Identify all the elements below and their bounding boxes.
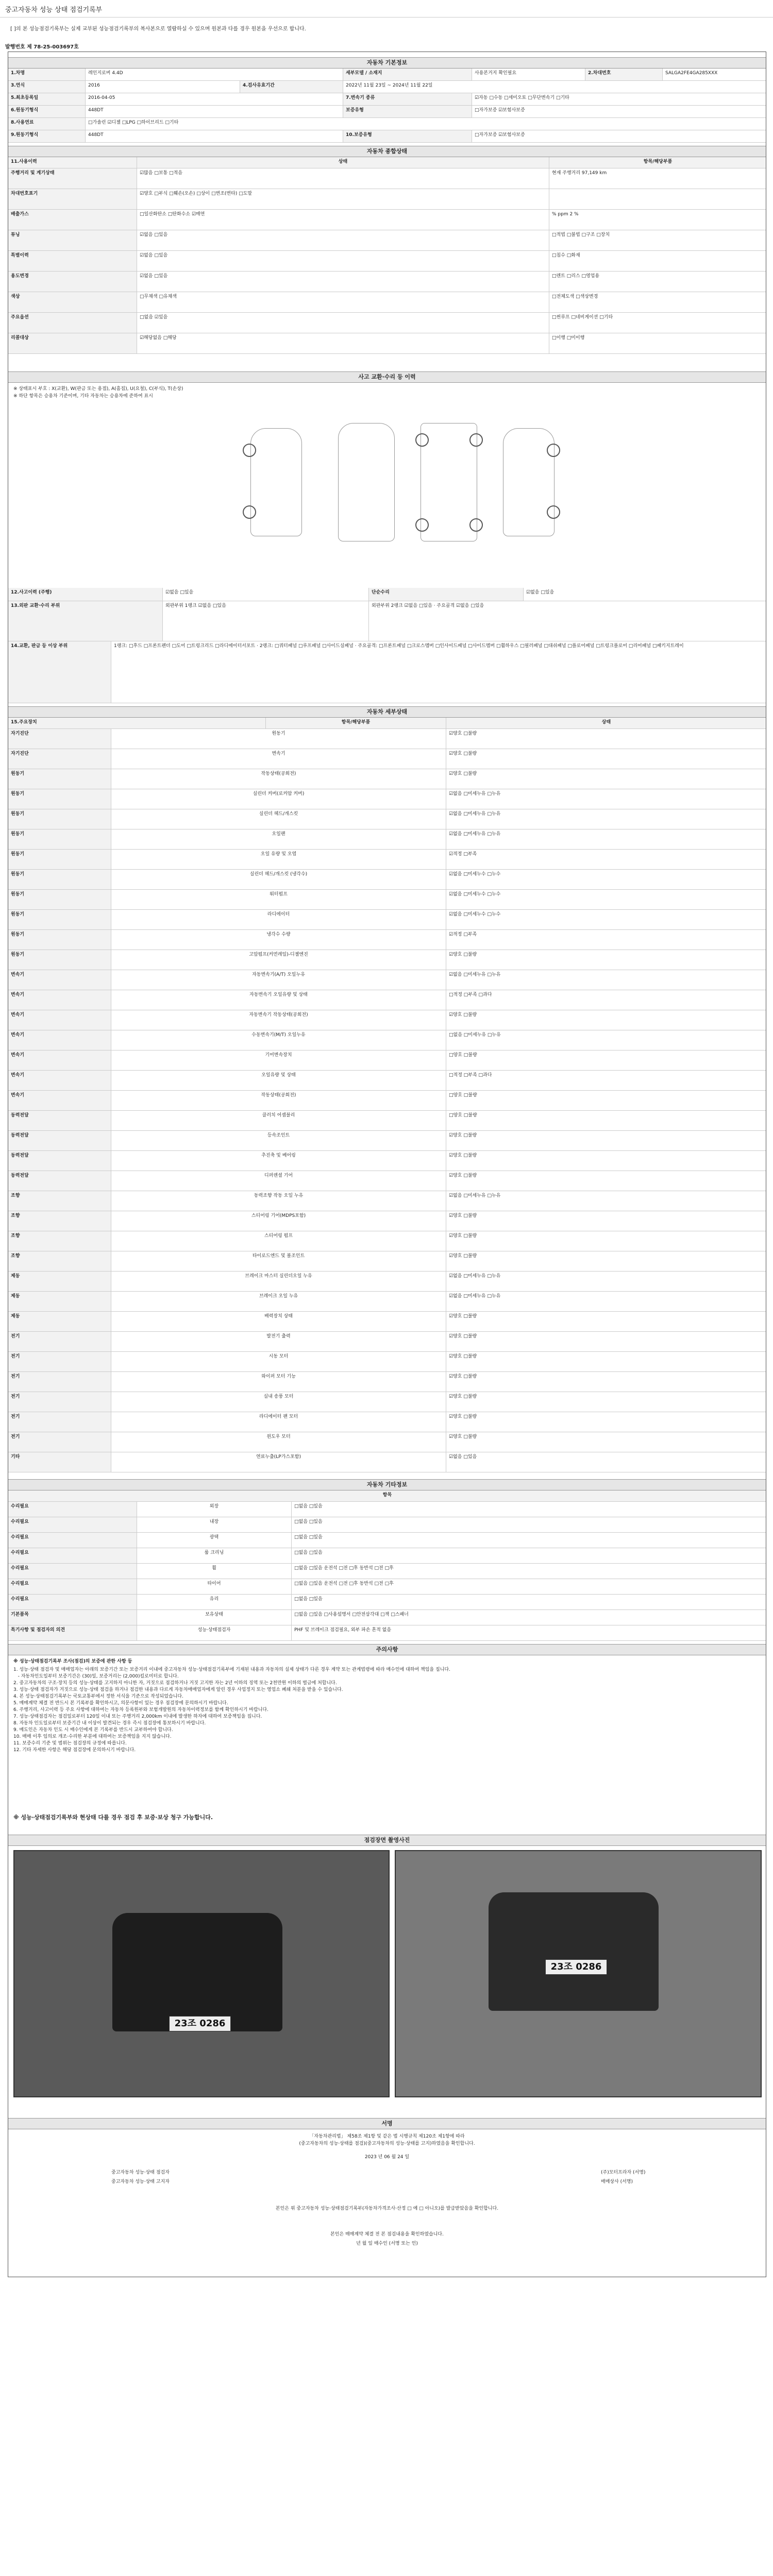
table-cell: 자동변속기(A/T) 오일누유 [111, 970, 446, 990]
table-cell: 기타 [8, 1452, 111, 1472]
table-cell: □없음 □있음 [292, 1548, 766, 1563]
table-cell: 실내 송풍 모터 [111, 1392, 446, 1412]
table-cell: 오일유량 및 상태 [111, 1071, 446, 1090]
table-row [8, 1111, 766, 1131]
table-row [8, 970, 766, 990]
document-number: 발행번호 제 78-25-003697호 [5, 44, 79, 50]
table-row [8, 1625, 766, 1641]
table-row [8, 272, 766, 292]
table-cell: 제동 [8, 1272, 111, 1291]
table-cell: □없음 □있음 □사용설명서 □안전삼각대 □잭 □스패너 [292, 1610, 766, 1625]
table-cell: ☑양호 □부식 □훼손(오손) □상이 □변조(변타) □도말 [137, 189, 549, 209]
table-cell: □없음 □있음 [292, 1595, 766, 1609]
table-cell: 오일 유량 및 오염 [111, 850, 446, 869]
table-cell: □양호 □불량 [446, 1111, 766, 1130]
top-title-bar [0, 0, 773, 18]
table-cell: 타이어 [137, 1579, 292, 1594]
table-cell: ☑없음 □미세누유 □누유 [446, 1292, 766, 1311]
table-cell: ☑많음 □보통 □적음 [137, 168, 549, 189]
table-row [8, 189, 766, 210]
table-cell: 전기 [8, 1372, 111, 1392]
table-row [8, 950, 766, 970]
table-row [8, 1564, 766, 1579]
table-cell: 제동 [8, 1312, 111, 1331]
table-row [8, 1131, 766, 1151]
table-cell: ☑양호 □불량 [446, 1432, 766, 1452]
table-cell: □양호 □불량 [446, 1091, 766, 1110]
table-cell: 고압펌프(커먼레일)-디젤엔진 [111, 950, 446, 970]
table-row [8, 1432, 766, 1452]
table-cell: 원동기 [8, 850, 111, 869]
table-header-row: 항목 [8, 1490, 766, 1502]
table-cell: 수리필요 [8, 1595, 137, 1609]
table-cell: □적법 □불법 □구조 □장치 [549, 230, 766, 250]
table-row [8, 1548, 766, 1564]
inspection-sheet: 자동차 기본정보 1.차명 레인지로버 4.4D 세부모델 / 소재지 사용본거지 확인필요 2.차대번호 SALGA2FE4GA285XXX 3.연식 2016 4.검사유효기간 2022년 11월 23일 ~ 2024년 11월 22일 5.최초등록일 2016-04-05 7.변속기 종류 ☑자동 □수동 □세미오토 □무단변속기 □기타 6.원동기형식 448DT 보증유형 □자가보증 ☑보험사보증 8.사용연료 □가솔린 ☑디젤 □LPG □하이브리드 □기타 9.원동기형식 448DT 10.보증유형 □자가보증 ☑보험사보증 자동차 종합상태 11.사용이력 상태 항목/해당부품 주행거리 및 계기상태 ☑많음 □보통 □적음 현재 주행거리 97,149 km 차대번호표기 ☑양호 □부식 □훼손(오손) □상이 □변조(변타) □도말 배출가스 □일산화탄소 □탄화수소 ☑매연 % ppm 2 % 튜닝 ☑없음 □있음 □적법 □불법 □구조 □장치 특별이력 ☑없음 □있음 □침수 □화재 용도변경 ☑없음 □있음 □렌트 □리스 □영업용 색상 □무채색 □유채색 □전체도색 □색상변경 주요옵션 □없음 ☑있음 □썬루프 □네비게이션 □기타 리콜대상 ☑해당없음 □해당 □이행 □미이행 사고 교환·수리 등 이력 ※ 상태표시 부호 : X(교환), W(판금 또는 용접), A(흠집), U(요철), C(부식), T(손상) ※ 하단 항목은 승용차 기준이며, 기타 자동차는 승용차에 준하여 표시 12.사고이력 (주행) ☑없음 □있음 단순수리 ☑없음 □있음 13.외판 교환·수리 부위 외판부위 1랭크 ☑없음 □있음 외판부위 2랭크 ☑없음 □있음 · 주요골격 ☑없음 □있음 14.교환, 판금 등 이상 부위 1랭크: □후드 □프론트펜더 □도어 □트렁크리드 □라디에이터서포트 · 2랭크: □쿼터패널 □루프패널 □사이드실패널 · 주요골격: □프론트패널 □크로스멤버 □인사이드패널 □사이드멤버 □휠하우스 □필러패널 □대쉬패널 □플로어패널 □트렁크플로어 □리어패널 □패키지트레이 자동차 세부상태 15.주요장치 항목/해당부품 상태 자기진단 원동기 ☑양호 □불량 자기진단 변속기 ☑양호 □불량 원동기 작동상태(공회전) ☑양호 □불량 원동기 실린더 커버(로커암 커버) ☑없음 □미세누유 □누유 원동기 실린더 헤드/개스킷 ☑없음 □미세누유 □누유 원동기 오일팬 ☑없음 □미세누유 □누유 원동기 오일 유량 및 오염 ☑적정 □부족 원동기 실린더 헤드/개스킷 (냉각수) ☑없음 □미세누수 □누수 원동기 워터펌프 ☑없음 □미세누수 □누수 원동기 라디에이터 ☑없음 □미세누수 □누수 원동기 냉각수 수량 ☑적정 □부족 원동기 고압펌프(커먼레일)-디젤엔진 ☑양호 □불량 변속기 자동변속기(A/T) 오일누유 ☑없음 □미세누유 □누유 변속기 자동변속기 오일유량 및 상태 □적정 □부족 □과다 변속기 자동변속기 작동상태(공회전) ☑양호 □불량 변속기 수동변속기(M/T) 오일누유 □없음 □미세누유 □누유 변속기 기어변속장치 □양호 □불량 변속기 오일유량 및 상태 □적정 □부족 □과다 변속기 작동상태(공회전) □양호 □불량 동력전달 클러치 어셈블리 □양호 □불량 동력전달 등속조인트 ☑양호 □불량 동력전달 추진축 및 베어링 ☑양호 □불량 동력전달 디퍼렌셜 기어 ☑양호 □불량 조향 동력조향 작동 오일 누유 ☑없음 □미세누유 □누유 조향 스티어링 기어(MDPS포함) ☑양호 □불량 조향 스티어링 펌프 ☑양호 □불량 조향 타이로드엔드 및 볼조인트 ☑양호 □불량 제동 브레이크 마스터 실린더오일 누유 ☑없음 □미세누유 □누유 제동 브레이크 오일 누유 ☑없음 □미세누유 □누유 제동 배력장치 상태 ☑양호 □불량 전기 발전기 출력 ☑양호 □불량 전기 시동 모터 ☑양호 □불량 전기 와이퍼 모터 기능 ☑양호 □불량 전기 실내 송풍 모터 ☑양호 □불량 전기 라디에이터 팬 모터 ☑양호 □불량 전기 윈도우 모터 ☑양호 □불량 기타 연료누출(LP가스포함) ☑없음 □있음 자동차 기타정보 항목 수리필요 외장 □없음 □있음 수리필요 내장 □없음 □있음 수리필요 광택 □없음 □있음 수리필요 룸 크리닝 □없음 □있음 수리필요 휠 □없음 □있음 운전석 □전 □후 동반석 □전 □후 수리필요 타이어 □없음 □있음 운전석 □전 □후 동반석 □전 □후 수리필요 유리 □없음 □있음 기본품목 보유상태 □없음 □있음 □사용설명서 □안전삼각대 □잭 □스패너 특기사항 및 점검자의 의견 성능·상태점검자 PHF 및 브레이크 점검필요, 외부 파손 흔적 없음 주의사항 ※ 성능·상태점검기록부 조사(점검)의 보증에 관한 사항 등 1. 성능·상태 점검자 및 매매업자는 아래의 보증기간 또는 보증거리 이내에 중고자동차 성능·상태점검기록부에 기재된 내용과 자동차의 실제 상태가 다른 경우 계약 또는 관계법령에 따라 매수인에 대하여 책임을 집니다. - 자동차인도일부터 보증기간은 (30)일, 보증거리는 (2,000)킬로미터로 합니다. 2. 중고자동차의 구조·장치 등의 성능·상태를 고지하지 아니한 자, 거짓으로 점검하거나 거짓 고지한 자는 2년 이하의 징역 또는 2천만원 이하의 벌금에 처합니다. 3. 성능·상태 점검자가 거짓으로 성능·상태 점검을 하거나 점검한 내용과 다르게 자동차매매업자에게 알린 경우 사업정지 또는 영업소 폐쇄 처분을 받을 수 있습니다. 4. 본 성능·상태점검기록부는 국토교통부에서 정한 서식을 기준으로 작성되었습니다. 5. 매매계약 체결 전 반드시 본 기록부를 확인하시고, 의문사항이 있는 경우 점검장에 문의하시기 바랍니다. 6. 주행거리, 사고이력 등 주요 사항에 대하여는 자동차 등록원부와 보험개발원의 자동차이력정보를 함께 확인하시기 바랍니다. 7. 성능·상태점검자는 점검일로부터 120일 이내 또는 주행거리 2,000km 이내에 발생한 하자에 대하여 보증책임을 집니다. 8. 자동차 인도일로부터 보증기간 내 이상이 발견되는 경우 즉시 점검장에 통보하시기 바랍니다. 9. 매도인은 자동차 인도 시 매수인에게 본 기록부를 반드시 교부하여야 합니다. 10. 매매 이후 임의로 개조·수리한 부분에 대하여는 보증책임을 지지 않습니다. 11. 보증수리 기준 및 범위는 점검장의 규정에 따릅니다. 12. 기타 자세한 사항은 해당 점검장에 문의하시기 바랍니다. ※ 성능·상태점검기록부와 현상태 다를 경우 점검 후 보증·보상 청구 가능합니다. 점검장면 촬영사진 23조 0286 23조 0286 서명 「자동차관리법」 제58조 제1항 및 같은 법 시행규칙 제120조 제1항에 따라 (중고자동차의 성능·상태를 점검)(중고자동차의 성능·상태를 고지)하였음을 확인합니다. 2023 년 06 월 24 일 중고자동차 성능·상태 점검자 (주)모터프라자 (서명) 중고자동차 성능·상태 고지자 매매상사 (서명) 본인은 위 중고자동차 성능·상태점검기록부(자동차가격조사·산정 □ 예 □ 아니오)를 발급받았음을 확인합니다. 본인은 매매계약 체결 전 본 점검내용을 확인하였습니다. 년 월 일 매수인 (서명 또는 인) [8, 52, 766, 2277]
table-cell: 수리필요 [8, 1564, 137, 1579]
table-cell: ☑없음 □미세누유 □누유 [446, 829, 766, 849]
table-cell: 원동기 [8, 789, 111, 809]
section-other-info: 자동차 기타정보 [8, 1479, 766, 1490]
table-cell: 수리필요 [8, 1502, 137, 1517]
table-row [8, 990, 766, 1010]
table-cell: 주요옵션 [8, 313, 137, 333]
table-cell: 광택 [137, 1533, 292, 1548]
table-cell: 원동기 [8, 910, 111, 929]
table-cell: □없음 □미세누유 □누유 [446, 1030, 766, 1050]
table-cell: 자동변속기 오일유량 및 상태 [111, 990, 446, 1010]
table-cell: ☑양호 □불량 [446, 1211, 766, 1231]
table-cell: ☑양호 □불량 [446, 1392, 766, 1412]
table-row [8, 1171, 766, 1191]
table-cell: 차대번호표기 [8, 189, 137, 209]
table-header-row: 15.주요장치 항목/해당부품 상태 [8, 718, 766, 729]
table-cell: 라디에이터 [111, 910, 446, 929]
table-cell: ☑양호 □불량 [446, 769, 766, 789]
table-cell: ☑양호 □불량 [446, 950, 766, 970]
table-cell [549, 189, 766, 209]
table-cell: □침수 □화재 [549, 251, 766, 271]
table-cell: □이행 □미이행 [549, 333, 766, 353]
table-row: 9.원동기형식 448DT 10.보증유형 □자가보증 ☑보험사보증 [8, 130, 766, 143]
table-cell: ☑없음 □미세누수 □누수 [446, 870, 766, 889]
table-cell: □썬루프 □네비게이션 □기타 [549, 313, 766, 333]
table-cell: 수리필요 [8, 1517, 137, 1532]
table-row [8, 1272, 766, 1292]
table-cell: 조향 [8, 1191, 111, 1211]
table-cell: ☑해당없음 □해당 [137, 333, 549, 353]
table-cell: 용도변경 [8, 272, 137, 292]
table-row [8, 870, 766, 890]
table-cell: 조향 [8, 1251, 111, 1271]
table-cell: 동력전달 [8, 1111, 111, 1130]
table-row [8, 850, 766, 870]
table-cell: 작동상태(공회전) [111, 769, 446, 789]
table-cell: 기어변속장치 [111, 1050, 446, 1070]
table-cell: 배출가스 [8, 210, 137, 230]
table-row [8, 1595, 766, 1610]
table-cell: 배력장치 상태 [111, 1312, 446, 1331]
table-row [8, 210, 766, 230]
section-accident-repair: 사고 교환·수리 등 이력 [8, 371, 766, 383]
table-row [8, 1517, 766, 1533]
table-cell: 원동기 [8, 829, 111, 849]
table-cell: 수리필요 [8, 1548, 137, 1563]
table-cell: 리콜대상 [8, 333, 137, 353]
table-cell: 냉각수 수량 [111, 930, 446, 950]
table-cell: 원동기 [8, 809, 111, 829]
table-cell: 스티어링 기어(MDPS포함) [111, 1211, 446, 1231]
table-row [8, 168, 766, 189]
table-cell: ☑양호 □불량 [446, 1171, 766, 1191]
table-cell: 동력전달 [8, 1171, 111, 1191]
table-cell: 변속기 [8, 1010, 111, 1030]
table-row [8, 769, 766, 789]
table-cell: 디퍼렌셜 기어 [111, 1171, 446, 1191]
table-cell: 전기 [8, 1392, 111, 1412]
table-row: 6.원동기형식 448DT 보증유형 □자가보증 ☑보험사보증 [8, 106, 766, 118]
table-cell: ☑없음 □미세누유 □누유 [446, 1191, 766, 1211]
table-cell: 변속기 [8, 970, 111, 990]
table-cell: 기본품목 [8, 1610, 137, 1625]
table-cell: 현재 주행거리 97,149 km [549, 168, 766, 189]
table-row [8, 1251, 766, 1272]
table-row [8, 1292, 766, 1312]
table-cell: ☑양호 □불량 [446, 1332, 766, 1351]
table-cell: ☑없음 □있음 [137, 272, 549, 292]
table-row [8, 809, 766, 829]
table-cell: ☑없음 □미세누수 □누수 [446, 890, 766, 909]
table-cell: 동력조향 작동 오일 누유 [111, 1191, 446, 1211]
table-cell: 성능·상태점검자 [137, 1625, 292, 1640]
section-signature: 서명 [8, 2118, 766, 2129]
table-cell: ☑양호 □불량 [446, 1312, 766, 1331]
table-cell: 발전기 출력 [111, 1332, 446, 1351]
table-row [8, 910, 766, 930]
table-row [8, 1452, 766, 1472]
table-cell: 외장 [137, 1502, 292, 1517]
vehicle-photo-rear: 23조 0286 [395, 1850, 762, 2097]
table-cell: 시동 모터 [111, 1352, 446, 1371]
table-cell: □렌트 □리스 □영업용 [549, 272, 766, 292]
table-cell: 색상 [8, 292, 137, 312]
table-row: 5.최초등록일 2016-04-05 7.변속기 종류 ☑자동 □수동 □세미오토 □무단변속기 □기타 [8, 93, 766, 106]
table-cell: 실린더 헤드/개스킷 [111, 809, 446, 829]
table-cell: 수리필요 [8, 1533, 137, 1548]
table-cell: 조향 [8, 1211, 111, 1231]
table-cell: 전기 [8, 1412, 111, 1432]
table-cell: ☑양호 □불량 [446, 1251, 766, 1271]
table-cell: □없음 □있음 운전석 □전 □후 동반석 □전 □후 [292, 1564, 766, 1579]
table-row [8, 789, 766, 809]
table-cell: 브레이크 오일 누유 [111, 1292, 446, 1311]
table-cell: ☑없음 □있음 [446, 1452, 766, 1472]
notice-text: [ ]의 본 성능점검기록부는 실제 교부된 성능점검기록부의 복사본으로 열람하실 수 있으며 원본과 다를 경우 원본을 우선으로 합니다. [10, 26, 306, 32]
table-cell: □없음 □있음 운전석 □전 □후 동반석 □전 □후 [292, 1579, 766, 1594]
table-cell: 와이퍼 모터 기능 [111, 1372, 446, 1392]
table-cell: 변속기 [8, 1091, 111, 1110]
table-row [8, 729, 766, 749]
table-row [8, 1352, 766, 1372]
table-cell: 추진축 및 베어링 [111, 1151, 446, 1171]
table-cell: 동력전달 [8, 1151, 111, 1171]
table-cell: ☑없음 □미세누유 □누유 [446, 1272, 766, 1291]
table-cell: 작동상태(공회전) [111, 1091, 446, 1110]
table-row [8, 1610, 766, 1625]
table-cell: PHF 및 브레이크 점검필요, 외부 파손 흔적 없음 [292, 1625, 766, 1640]
table-cell: ☑없음 □미세누유 □누유 [446, 970, 766, 990]
table-cell: 내장 [137, 1517, 292, 1532]
table-row: 13.외판 교환·수리 부위 외판부위 1랭크 ☑없음 □있음 외판부위 2랭크 ☑없음 □있음 · 주요골격 ☑없음 □있음 [8, 601, 766, 641]
table-cell: □적정 □부족 □과다 [446, 990, 766, 1010]
table-cell: ☑없음 □미세누유 □누유 [446, 809, 766, 829]
table-cell: ☑없음 □미세누유 □누유 [446, 789, 766, 809]
table-row [8, 292, 766, 313]
table-cell: 변속기 [8, 1071, 111, 1090]
table-cell: 원동기 [111, 729, 446, 749]
table-cell: 튜닝 [8, 230, 137, 250]
table-cell: 클러치 어셈블리 [111, 1111, 446, 1130]
table-cell: % ppm 2 % [549, 210, 766, 230]
table-row [8, 1231, 766, 1251]
table-row [8, 829, 766, 850]
table-row [8, 930, 766, 950]
section-basic-info: 자동차 기본정보 [8, 57, 766, 69]
section-general-condition: 자동차 종합상태 [8, 146, 766, 157]
table-cell: 변속기 [111, 749, 446, 769]
section-notes: 주의사항 [8, 1644, 766, 1655]
vehicle-photo-front: 23조 0286 [13, 1850, 390, 2097]
table-row [8, 230, 766, 251]
table-cell: ☑양호 □불량 [446, 1151, 766, 1171]
table-row [8, 890, 766, 910]
table-row: 14.교환, 판금 등 이상 부위 1랭크: □후드 □프론트펜더 □도어 □트렁크리드 □라디에이터서포트 · 2랭크: □쿼터패널 □루프패널 □사이드실패널 · 주요골격: □프론트패널 □크로스멤버 □인사이드패널 □사이드멤버 □휠하우스 □필러패널 □대쉬패널 □플로어패널 □트렁크플로어 □리어패널 □패키지트레이 [8, 641, 766, 703]
table-cell: 전기 [8, 1352, 111, 1371]
table-cell: ☑양호 □불량 [446, 1010, 766, 1030]
table-row [8, 1191, 766, 1211]
table-cell: 수리필요 [8, 1579, 137, 1594]
table-cell: 변속기 [8, 1030, 111, 1050]
table-cell: 전기 [8, 1332, 111, 1351]
table-cell: □전체도색 □색상변경 [549, 292, 766, 312]
table-cell: 워터펌프 [111, 890, 446, 909]
table-row [8, 1030, 766, 1050]
table-cell: ☑없음 □미세누수 □누수 [446, 910, 766, 929]
section-photos: 점검장면 촬영사진 [8, 1835, 766, 1846]
table-cell: ☑적정 □부족 [446, 930, 766, 950]
table-cell: ☑양호 □불량 [446, 1412, 766, 1432]
table-cell: 특기사항 및 점검자의 의견 [8, 1625, 137, 1640]
table-row [8, 1091, 766, 1111]
table-cell: 유리 [137, 1595, 292, 1609]
table-row [8, 1071, 766, 1091]
table-cell: □무채색 □유채색 [137, 292, 549, 312]
table-cell: 원동기 [8, 890, 111, 909]
table-row [8, 749, 766, 769]
table-row [8, 1392, 766, 1412]
table-cell: 변속기 [8, 1050, 111, 1070]
table-row [8, 1312, 766, 1332]
table-row [8, 313, 766, 333]
table-row [8, 1579, 766, 1595]
table-cell: □없음 □있음 [292, 1502, 766, 1517]
table-cell: ☑없음 □있음 [137, 230, 549, 250]
table-cell: 원동기 [8, 870, 111, 889]
table-cell: 등속조인트 [111, 1131, 446, 1150]
table-cell: 스티어링 펌프 [111, 1231, 446, 1251]
table-cell: 자기진단 [8, 729, 111, 749]
table-cell: 브레이크 마스터 실린더오일 누유 [111, 1272, 446, 1291]
table-row [8, 333, 766, 354]
table-cell: 타이로드엔드 및 볼조인트 [111, 1251, 446, 1271]
table-cell: ☑양호 □불량 [446, 1131, 766, 1150]
table-cell: 룸 크리닝 [137, 1548, 292, 1563]
table-header-row: 11.사용이력 상태 항목/해당부품 [8, 157, 766, 168]
table-cell: ☑적정 □부족 [446, 850, 766, 869]
table-row [8, 1372, 766, 1392]
table-row: 1.차명 레인지로버 4.4D 세부모델 / 소재지 사용본거지 확인필요 2.차대번호 SALGA2FE4GA285XXX [8, 69, 766, 81]
table-cell: 원동기 [8, 950, 111, 970]
table-cell: 윈도우 모터 [111, 1432, 446, 1452]
table-row [8, 1533, 766, 1548]
table-cell: ☑양호 □불량 [446, 1231, 766, 1251]
table-row: 3.연식 2016 4.검사유효기간 2022년 11월 23일 ~ 2024년 11월 22일 [8, 81, 766, 93]
table-cell: ☑없음 □있음 [137, 251, 549, 271]
table-cell: 자동변속기 작동상태(공회전) [111, 1010, 446, 1030]
table-cell: □적정 □부족 □과다 [446, 1071, 766, 1090]
table-cell: ☑양호 □불량 [446, 749, 766, 769]
table-cell: □없음 ☑있음 [137, 313, 549, 333]
table-cell: □없음 □있음 [292, 1517, 766, 1532]
table-cell: 라디에이터 팬 모터 [111, 1412, 446, 1432]
table-cell: 제동 [8, 1292, 111, 1311]
table-row [8, 1010, 766, 1030]
table-cell: 수동변속기(M/T) 오일누유 [111, 1030, 446, 1050]
table-row [8, 1502, 766, 1517]
section-detail-condition: 자동차 세부상태 [8, 706, 766, 718]
table-cell: 보유상태 [137, 1610, 292, 1625]
table-cell: 변속기 [8, 990, 111, 1010]
table-cell: 주행거리 및 계기상태 [8, 168, 137, 189]
table-row [8, 1412, 766, 1432]
table-cell: ☑양호 □불량 [446, 1352, 766, 1371]
table-row: 8.사용연료 □가솔린 ☑디젤 □LPG □하이브리드 □기타 [8, 118, 766, 130]
table-row: 12.사고이력 (주행) ☑없음 □있음 단순수리 ☑없음 □있음 [8, 588, 766, 601]
page-heading: 중고자동차 성능 상태 점검기록부 [5, 6, 103, 14]
table-cell: 연료누출(LP가스포함) [111, 1452, 446, 1472]
table-cell: 자기진단 [8, 749, 111, 769]
table-cell: 오일팬 [111, 829, 446, 849]
table-row [8, 1211, 766, 1231]
table-cell: 실린더 헤드/개스킷 (냉각수) [111, 870, 446, 889]
table-cell: ☑양호 □불량 [446, 1372, 766, 1392]
table-cell: 휠 [137, 1564, 292, 1579]
table-cell: 특별이력 [8, 251, 137, 271]
table-row [8, 1050, 766, 1071]
table-cell: □일산화탄소 □탄화수소 ☑매연 [137, 210, 549, 230]
table-cell: 전기 [8, 1432, 111, 1452]
table-cell: 원동기 [8, 930, 111, 950]
table-cell: 동력전달 [8, 1131, 111, 1150]
table-cell: □없음 □있음 [292, 1533, 766, 1548]
table-row [8, 1332, 766, 1352]
table-row [8, 251, 766, 272]
table-cell: ☑양호 □불량 [446, 729, 766, 749]
table-cell: 조향 [8, 1231, 111, 1251]
table-cell: 원동기 [8, 769, 111, 789]
table-cell: 실린더 커버(로커암 커버) [111, 789, 446, 809]
table-row [8, 1151, 766, 1171]
table-cell: □양호 □불량 [446, 1050, 766, 1070]
